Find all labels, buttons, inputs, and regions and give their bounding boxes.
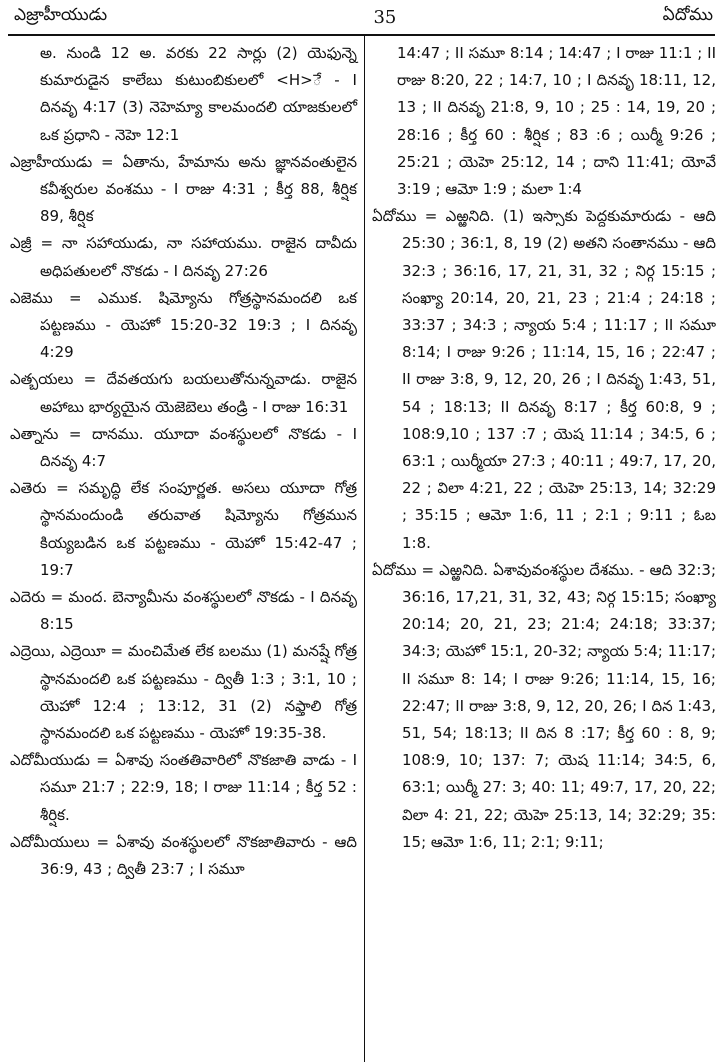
- entry-headword: ఏదోము: [372, 560, 417, 579]
- entry: [10, 829, 357, 883]
- entry: [10, 638, 357, 747]
- entry-text: = ఏతాను, హేమాను అను జ్ఞానవంతులైన కవీశ్వరుల వంశము - I రాజు 4:31 ; కీర్త 88, శీర్షిక 89, శీర్షిక: [40, 152, 357, 226]
- entry-text: = ఎఱ్ఱనిది. ఏశావువంశస్థుల దేశము. - ఆది 32:3; 36:16, 17,21, 31, 32, 43; నిర్గ 15:15; సంఖ్యా 20:14; 20, 21, 23; 21:4; 24:18; 33:37; 34:3; యెహో 15:1, 20-32; న్యాయ 5:4; 11:17; II సమూ 8: 14; I రాజు 9:26; 11:14, 15, 16; 22:47; II రాజు 3:8, 9, 12, 20, 26; I దిన 1:43, 51, 54; 18:13; II దిన 8 :17; కీర్త 60 : 8, 9; 108:9, 10; 137: 7; యెష 11:14; 34:5, 6, 63:1; యిర్మీ 27: 3; 40: 11; 49:7, 17, 20, 22; విలా 4: 21, 22; యెహె 25:13, 14; 32:29; 35: 15; ఆమో 1:6, 11; 2:1; 9:11;: [402, 560, 716, 851]
- header-right-guide-word: ఏదోము: [662, 5, 713, 25]
- header-left-guide-word: ఎజ్రాహీయుడు: [14, 5, 108, 25]
- entry: [10, 475, 357, 584]
- entry-headword: ఎద్రెయి, ఎద్రెయీ: [10, 642, 106, 661]
- entry-text: = ఎఱ్ఱనిది. (1) ఇస్సాకు పెద్దకుమారుడు - ఆది 25:30 ; 36:1, 8, 19 (2) అతని సంతానము - ఆది 32:3 ; 36:16, 17, 21, 31, 32 ; నిర్గ 15:15 ; సంఖ్యా 20:14, 20, 21, 23 ; 21:4 ; 24:18 ; 33:37 ; 34:3 ; న్యాయ 5:4 ; 11:17 ; II సమూ 8:14; I రాజు 9:26 ; 11:14, 15, 16 ; 22:47 ; II రాజు 3:8, 9, 12, 20, 26 ; I దినవృ 1:43, 51, 54 ; 18:13; II దినవృ 8:17 ; కీర్త 60:8, 9 ; 108:9,10 ; 137 :7 ; యెష 11:14 ; 34:5, 6 ; 63:1 ; యిర్మీయా 27:3 ; 40:11 ; 49:7, 17, 20, 22 ; విలా 4:21, 22 ; యెహె 25:13, 14; 32:29 ; 35:15 ; ఆమో 1:6, 11 ; 2:1 ; 9:11 ; ఓబ 1:8.: [402, 207, 716, 552]
- header-rule: [8, 34, 715, 36]
- entry-text: = సమృద్ధి లేక సంపూర్ణత. అసలు యూదా గోత్ర స్థానమందుండి తరువాత షిమ్యోను గోత్రమున కియ్యబడిన ఒక పట్టణము - యెహో 15:42-47 ; 19:7: [40, 479, 357, 579]
- entry-headword: ఎజెము: [10, 288, 53, 307]
- entry: [10, 584, 357, 638]
- entry: [372, 557, 716, 856]
- entry-text: = ఏశావు సంతతివారిలో నొకజాతి వాడు - I సమూ 21:7 ; 22:9, 18; I రాజు 11:14 ; కీర్త 52 : శీర్షిక.: [40, 751, 357, 824]
- entry-continuation: [10, 40, 357, 149]
- entry-headword: ఎదోమీయులు: [10, 832, 90, 851]
- entry-headword: ఎదెరు: [10, 588, 46, 607]
- entry-text: = మంద. బెన్యామీను వంశస్థులలో నొకడు - I దినవృ 8:15: [40, 588, 357, 634]
- entry: [10, 366, 357, 420]
- page-header: [0, 0, 723, 34]
- entry-headword: ఎజ్రీ: [10, 234, 32, 253]
- entry: [372, 203, 716, 557]
- entry-headword: ఏదోము: [372, 207, 417, 226]
- entry: [10, 747, 357, 829]
- entry: [10, 230, 357, 284]
- entry-headword: ఎదోమీయుడు: [10, 751, 90, 770]
- column-divider: [364, 36, 365, 1062]
- right-column: [372, 40, 716, 856]
- entry: [10, 421, 357, 475]
- entry: [10, 149, 357, 231]
- entry-headword: ఎతెరు: [10, 479, 47, 498]
- entry-text: = దేవతయగు బయలుతోనున్నవాడు. రాజైన అహాబు భార్యయైన యెజెబెలు తండ్రి - I రాజు 16:31: [40, 370, 357, 416]
- entry-text: = మంచిమేత లేక బలము (1) మనష్షే గోత్ర స్థానమందలి ఒక పట్టణము - ద్వితీ 1:3 ; 3:1, 10 ; యెహో 12:4 ; 13:12, 31 (2) నఫ్తాలి గోత్ర స్థానమందలి ఒక పట్టణము - యెహో 19:35-38.: [40, 642, 357, 743]
- entry-continuation: [372, 40, 716, 203]
- entry-headword: ఎజ్రాహీయుడు: [10, 152, 93, 171]
- entry-text: = ఎముక. షిమ్యోను గోత్రస్థానమందలి ఒక పట్టణము - యెహో 15:20-32 19:3 ; I దినవృ 4:29: [40, 288, 357, 362]
- entry-headword: ఎత్బయలు: [10, 370, 74, 389]
- entry-text: అ. నుండి 12 అ. వరకు 22 సార్లు (2) యెఫున్నె కుమారుడైన కాలేబు కుటుంబికులలో <H>ే - I దినవృ 4:17 (3) నెహెమ్యా కాలమందలి యాజకులలో ఒక ప్రధాని - నెహె 12:1: [40, 44, 357, 144]
- entry-text: 14:47 ; II సమూ 8:14 ; 14:47 ; I రాజు 11:1 ; II రాజు 8:20, 22 ; 14:7, 10 ; I దినవృ 18:11, 12, 13 ; II దినవృ 21:8, 9, 10 ; 25 : 14, 19, 20 ; 28:16 ; కీర్త 60 : శీర్షిక ; 83 :6 ; యిర్మీ 9:26 ; 25:21 ; యెహె 25:12, 14 ; దాని 11:41; యోవే 3:19 ; ఆమో 1:9 ; మలా 1:4: [397, 44, 716, 199]
- left-column: [10, 40, 357, 883]
- entry-headword: ఎత్నాను: [10, 424, 59, 443]
- entry-text: = దానము. యూదా వంశస్థులలో నొకడు - I దినవృ 4:7: [40, 424, 357, 471]
- page-number: 35: [373, 6, 397, 28]
- entry-text: = నా సహాయుడు, నా సహాయము. రాజైన దావీదు అధిపతులలో నొకడు - I దినవృ 27:26: [31, 234, 357, 280]
- entry-text: = ఏశావు వంశస్థులలో నొకజాతివారు - ఆది 36:9, 43 ; ద్వితీ 23:7 ; I సమూ: [40, 832, 357, 879]
- entry: [10, 285, 357, 367]
